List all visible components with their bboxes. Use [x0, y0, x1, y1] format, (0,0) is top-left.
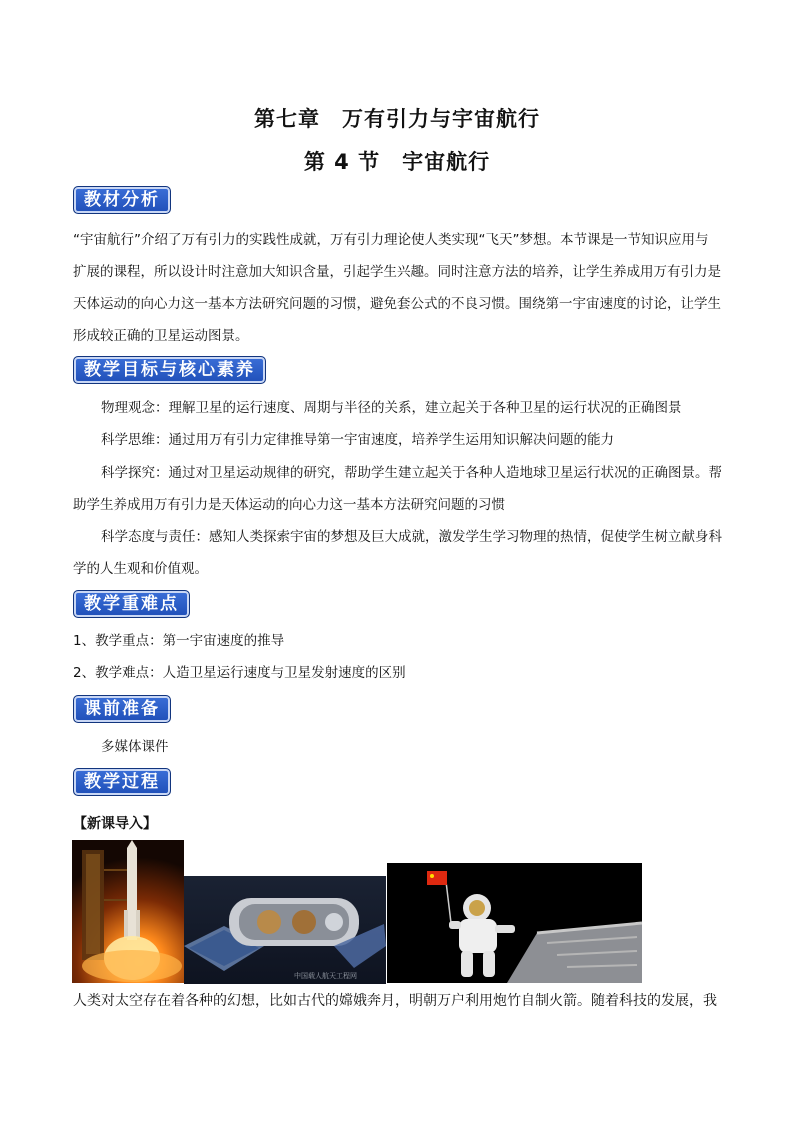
- section-badge-preparation: 课前准备: [73, 695, 171, 723]
- section-badge-process: 教学过程: [73, 768, 171, 796]
- chapter-title: 第七章 万有引力与宇宙航行: [254, 107, 540, 131]
- rocket-launch-image: [72, 840, 184, 983]
- new-lesson-intro-heading: 【新课导入】: [73, 816, 157, 832]
- intro-paragraph: 人类对太空存在着各种的幻想，比如古代的嫦娥奔月，明朝万户利用炮竹自制火箭。随着科技的发展，我: [73, 993, 717, 1009]
- preparation-text: 多媒体课件: [101, 739, 169, 755]
- astronaut-flag-image: [387, 863, 642, 983]
- section-title: 第 4 节 宇宙航行: [303, 150, 491, 174]
- goal-item-scientific-thinking: 科学思维：通过用万有引力定律推导第一宇宙速度，培养学生运用知识解决问题的能力: [101, 432, 614, 448]
- section-badge-key-points: 教学重难点: [73, 590, 190, 618]
- image-watermark: 中国载人航天工程网: [294, 972, 357, 980]
- section-badge-goals: 教学目标与核心素养: [73, 356, 266, 384]
- analysis-paragraph: “宇宙航行”介绍了万有引力的实践性成就，万有引力理论使人类实现“飞天”梦想。本节课是一节知识应用与扩展的课程，所以设计时注意加大知识含量，引起学生兴趣。同时注意方法的培养，让学生养成用万有引力是天体运动的向心力这一基本方法研究问题的习惯，避免套公式的不良习惯。围绕第一宇宙速度的讨论，让学生形成较正确的卫星运动图景。: [73, 232, 721, 344]
- goal-item-physics-concept: 物理观念：理解卫星的运行速度、周期与半径的关系，建立起关于各种卫星的运行状况的正确图景: [101, 400, 682, 416]
- section-badge-analysis: 教材分析: [73, 186, 171, 214]
- key-point-focus: 1、教学重点：第一宇宙速度的推导: [73, 633, 285, 649]
- space-module-image: [184, 876, 386, 984]
- goal-item-scientific-attitude: 科学态度与责任：感知人类探索宇宙的梦想及巨大成就，激发学生学习物理的热情，促使学生树立献身科学的人生观和价值观。: [73, 529, 722, 577]
- goal-item-scientific-inquiry: 科学探究：通过对卫星运动规律的研究，帮助学生建立起关于各种人造地球卫星运行状况的正确图景。帮助学生养成用万有引力是天体运动的向心力这一基本方法研究问题的习惯: [73, 465, 722, 513]
- key-point-difficulty: 2、教学难点：人造卫星运行速度与卫星发射速度的区别: [73, 665, 406, 681]
